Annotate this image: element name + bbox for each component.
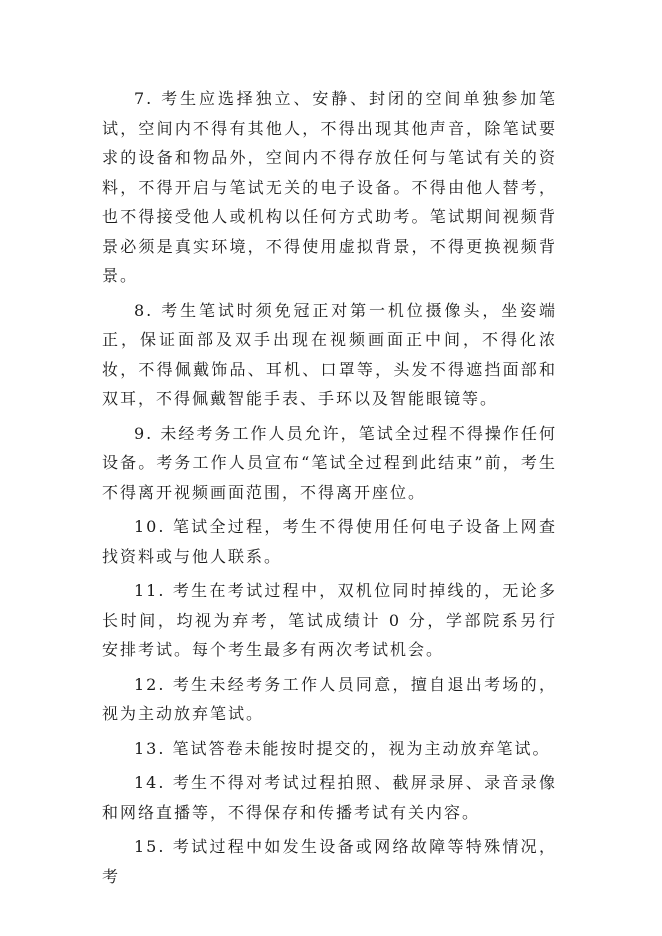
rule-8: 8. 考生笔试时须免冠正对第一机位摄像头，坐姿端正，保证面部及双手出现在视频画面正中间，不得化浓妆，不得佩戴饰品、耳机、口罩等，头发不得遮挡面部和双耳，不得佩戴智能手表、手环以及智能眼镜等。	[102, 300, 557, 408]
rule-10: 10. 笔试全过程，考生不得使用任何电子设备上网查找资料或与他人联系。	[102, 517, 557, 566]
rule-14: 14. 考生不得对考试过程拍照、截屏录屏、录音录像和网络直播等，不得保存和传播考试有关内容。	[102, 773, 557, 822]
rules-list	[102, 84, 557, 891]
rule-15: 15. 考试过程中如发生设备或网络故障等特殊情况，考	[102, 837, 557, 886]
rule-9: 9. 未经考务工作人员允许，笔试全过程不得操作任何设备。考务工作人员宣布“笔试全过程到此结束”前，考生不得离开视频画面范围，不得离开座位。	[102, 423, 557, 502]
rule-11: 11. 考生在考试过程中，双机位同时掉线的，无论多长时间，均视为弃考，笔试成绩计 0 分，学部院系另行安排考试。每个考生最多有两次考试机会。	[102, 581, 557, 659]
rule-12: 12. 考生未经考务工作人员同意，擅自退出考场的，视为主动放弃笔试。	[102, 674, 557, 723]
rule-7: 7. 考生应选择独立、安静、封闭的空间单独参加笔试，空间内不得有其他人，不得出现其他声音，除笔试要求的设备和物品外，空间内不得存放任何与笔试有关的资料，不得开启与笔试无关的电子设备。不得由他人替考，也不得接受他人或机构以任何方式助考。笔试期间视频背景必须是真实环境，不得使用虚拟背景，不得更换视频背景。	[102, 89, 557, 285]
rule-13: 13. 笔试答卷未能按时提交的，视为主动放弃笔试。	[134, 738, 551, 758]
